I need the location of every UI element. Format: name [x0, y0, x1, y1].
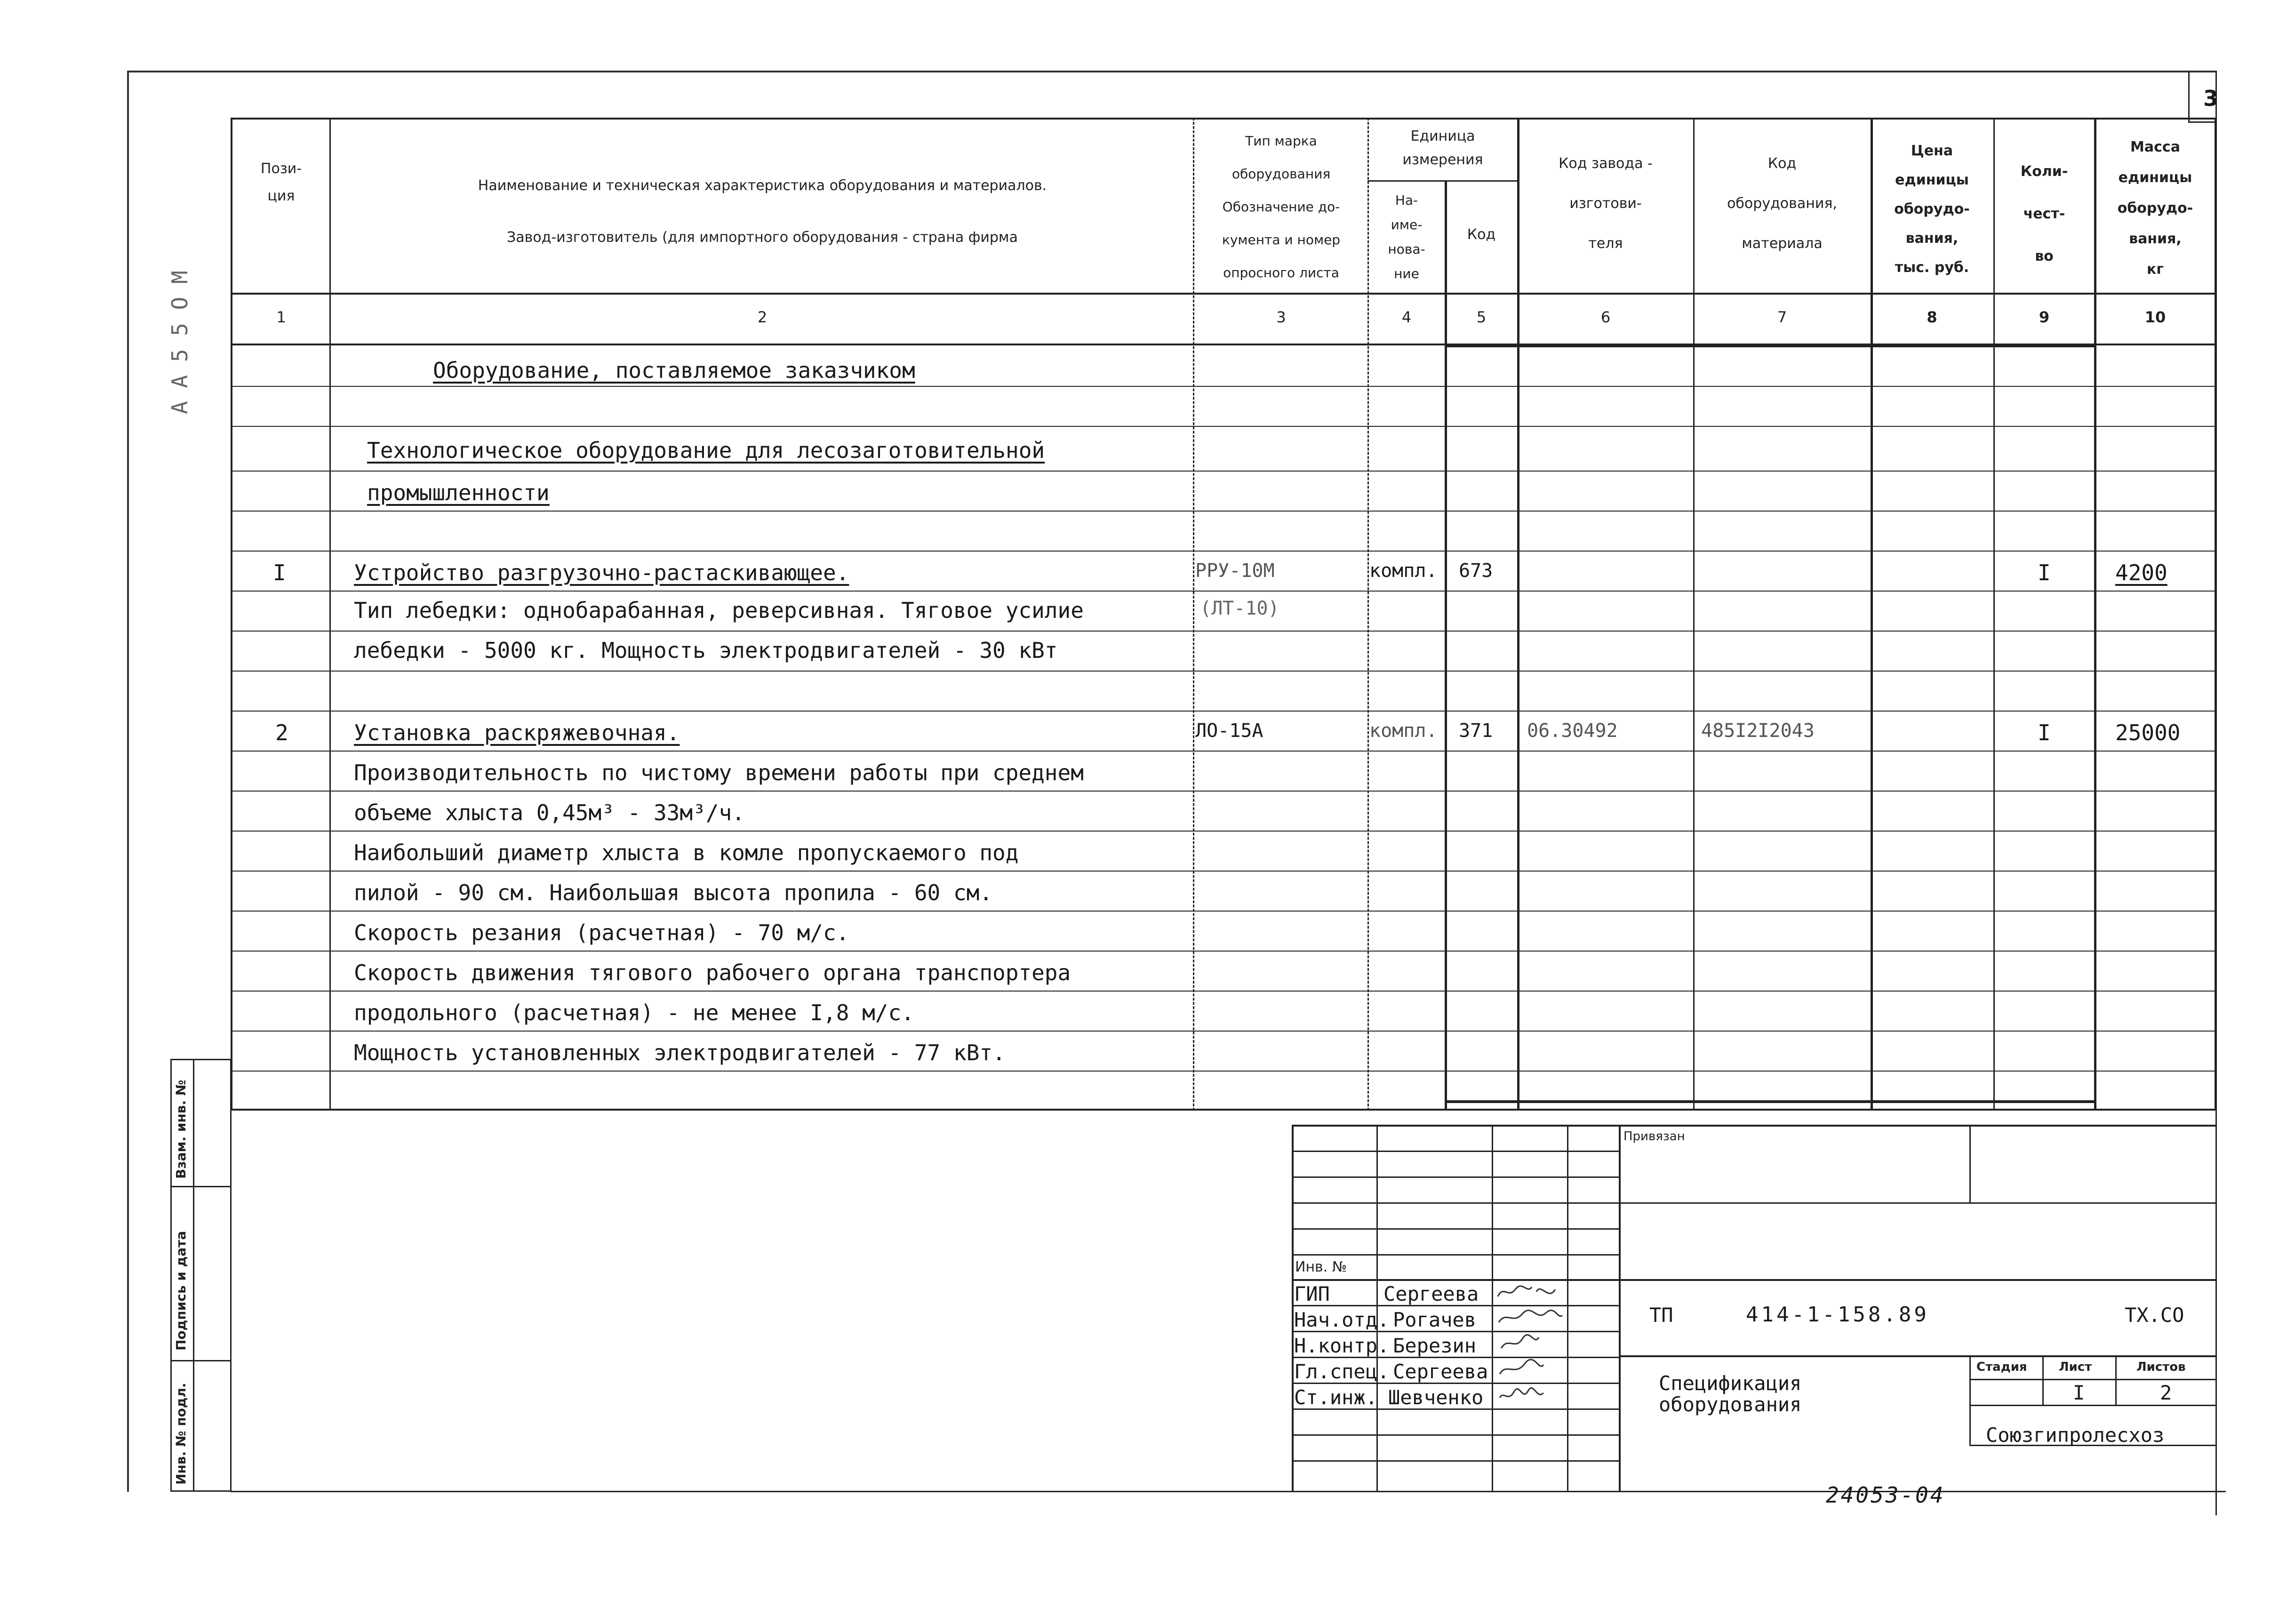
- colnum-2: 2: [757, 308, 768, 326]
- item1-unit: компл.: [1369, 560, 1438, 582]
- row-line: [231, 591, 2216, 592]
- item2-line: объеме хлыста 0,45м³ - 33м³/ч.: [354, 800, 745, 825]
- stage-value-line: [1969, 1405, 2216, 1406]
- item2-name: Установка раскряжевочная.: [354, 720, 680, 745]
- row-line: [231, 1071, 2216, 1072]
- header-divider: [231, 293, 2216, 295]
- side-label-inv: Инв. № подл.: [173, 1383, 189, 1485]
- row-line: [231, 386, 2216, 387]
- doc-title-2: оборудования: [1659, 1393, 1802, 1416]
- item2-line: Скорость движения тягового рабочего органа транспортера: [354, 960, 1071, 985]
- row-line: [231, 1031, 2216, 1032]
- row-line: [231, 471, 2216, 472]
- side-stamp: А А 5 5 О М: [167, 271, 192, 414]
- item2-plant-code: 06.30492: [1527, 720, 1618, 742]
- item2-position: 2: [275, 720, 288, 745]
- org-name: Союзгипролесхоз: [1986, 1424, 2165, 1447]
- header-name: Наименование и техническая характеристика оборудования и материалов. Завод-изготовитель (для импортного оборудования - страна фирма: [478, 177, 1047, 246]
- item1-name: Устройство разгрузочно-растаскивающее.: [354, 560, 849, 585]
- inv-no-label: Инв. №: [1295, 1259, 1347, 1275]
- colnum-3: 3: [1276, 308, 1286, 326]
- item2-unit: компл.: [1369, 720, 1438, 742]
- header-price: Цена единицы оборудо- вания, тыс. руб.: [1894, 143, 1970, 276]
- doc-code: 414-1-158.89: [1746, 1303, 1929, 1327]
- block-bottom: [1445, 1100, 2096, 1103]
- col-line-2: [1193, 118, 1194, 1111]
- stage-col: [2042, 1355, 2044, 1405]
- row-line: [231, 951, 2216, 952]
- header-type: Тип марка оборудования Обозначение до- кумента и номер опросного листа: [1222, 133, 1341, 280]
- signature-spec: [1500, 1360, 1543, 1374]
- stage-label: Стадия: [1976, 1360, 2027, 1374]
- titleblock-top: [1292, 1125, 2216, 1127]
- col-line-6: [1693, 118, 1695, 1111]
- section-tech-equipment-cont: промышленности: [367, 480, 550, 505]
- tb-row-line: [1292, 1151, 1619, 1152]
- role-norm: Н.контр.: [1294, 1334, 1390, 1357]
- side-strip-row: [170, 1186, 232, 1187]
- row-line: [231, 426, 2216, 427]
- colnum-7: 7: [1777, 308, 1787, 326]
- role-gip: ГИП: [1294, 1282, 1330, 1305]
- col-line-3: [1367, 118, 1369, 1111]
- row-line: [231, 831, 2216, 832]
- colnum-9: 9: [2039, 308, 2050, 326]
- row-line: [231, 871, 2216, 872]
- tb-col-line: [1492, 1125, 1493, 1492]
- col-line-1: [329, 118, 331, 1111]
- colnum-4: 4: [1401, 308, 1412, 326]
- row-line: [231, 551, 2216, 552]
- header-qty: Коли- чест- во: [2020, 163, 2068, 264]
- bottom-archive-number: 24053-04: [1826, 1482, 1945, 1508]
- item1-code: 673: [1459, 560, 1493, 582]
- item2-line: пилой - 90 см. Наибольшая высота пропила - 60 см.: [354, 880, 993, 905]
- stage-header-line: [1969, 1379, 2216, 1380]
- colnum-10: 10: [2144, 308, 2166, 326]
- tb-row-line: [1292, 1228, 1619, 1230]
- tb-col-line: [1619, 1125, 1621, 1492]
- tb-row-line: [1292, 1254, 1619, 1256]
- sheet-corner-number: 3: [2203, 86, 2219, 111]
- col-line-8: [1993, 118, 1995, 1111]
- header-unit-code: Код: [1467, 226, 1496, 243]
- sheet-col: [2115, 1355, 2117, 1405]
- side-label-replace: Взам. инв. №: [173, 1080, 189, 1179]
- item2-mass: 25000: [2115, 720, 2181, 745]
- tb-col-line: [1567, 1125, 1568, 1492]
- item1-position: I: [273, 560, 286, 585]
- item2-line: Мощность установленных электродвигателей - 77 кВт.: [354, 1040, 1006, 1065]
- signatures: [1494, 1280, 1567, 1412]
- sheet-label: Лист: [2059, 1360, 2092, 1374]
- doc-suffix: ТХ.СО: [2125, 1304, 2184, 1327]
- side-strip-divider: [193, 1059, 194, 1492]
- name-spec: Сергеева: [1393, 1360, 1488, 1383]
- row-line: [231, 631, 2216, 632]
- row-line: [231, 911, 2216, 912]
- signature-head: [1499, 1311, 1562, 1322]
- name-eng: Шевченко: [1388, 1386, 1484, 1409]
- item1-line3: лебедки - 5000 кг. Мощность электродвигателей - 30 кВт: [354, 638, 1058, 663]
- item1-type: РРУ-10М: [1195, 560, 1275, 582]
- signature-eng: [1500, 1388, 1543, 1398]
- name-head: Рогачев: [1393, 1308, 1477, 1331]
- row-line: [231, 751, 2216, 752]
- item2-qty: I: [2038, 720, 2051, 745]
- item1-line2: Тип лебедки: однобарабанная, реверсивная. Тяговое усилие: [354, 598, 1084, 623]
- header-unit-name: На- име- нова- ние: [1388, 192, 1425, 281]
- role-eng: Ст.инж.: [1294, 1386, 1378, 1409]
- tb-row-line: [1292, 1434, 1619, 1436]
- colnum-6: 6: [1600, 308, 1611, 326]
- side-strip-row: [170, 1360, 232, 1361]
- item2-line: Производительность по чистому времени работы при среднем: [354, 760, 1084, 785]
- row-line: [231, 991, 2216, 992]
- item1-type2: (ЛТ-10): [1200, 598, 1279, 619]
- row-line: [231, 791, 2216, 792]
- block-top: [1445, 344, 2096, 347]
- tb-row-line: [1292, 1279, 1619, 1281]
- col-line-5: [1517, 118, 1519, 1111]
- item1-qty: I: [2038, 560, 2051, 585]
- role-spec: Гл.спец.: [1294, 1360, 1390, 1383]
- signature-norm: [1501, 1335, 1539, 1348]
- row-line: [231, 671, 2216, 672]
- sheets-value: 2: [2160, 1381, 2172, 1404]
- row-line: [231, 511, 2216, 512]
- item2-code: 371: [1459, 720, 1493, 742]
- stage-divider: [1969, 1355, 1971, 1445]
- colnum-1: 1: [276, 308, 286, 326]
- item2-line: Скорость резания (расчетная) - 70 м/с.: [354, 920, 849, 945]
- tb-row-line: [1292, 1460, 1619, 1462]
- privyazan-label: Привязан: [1623, 1129, 1685, 1144]
- header-mass: Масса единицы оборудо- вания, кг: [2117, 139, 2193, 278]
- colnum-8: 8: [1927, 308, 1937, 326]
- privyazan-bottom: [1619, 1202, 2216, 1204]
- sheets-label: Листов: [2136, 1360, 2186, 1374]
- titleblock-left: [1292, 1125, 1294, 1492]
- corner-box-left: [2188, 71, 2190, 122]
- unit-subdivider: [1367, 180, 1517, 182]
- side-label-sign: Подпись и дата: [173, 1231, 189, 1351]
- tb-row-line: [1292, 1202, 1619, 1204]
- header-units: Единица измерения: [1402, 128, 1483, 168]
- role-head: Нач.отд.: [1294, 1308, 1390, 1331]
- item2-equip-code: 485I2I2043: [1701, 720, 1815, 742]
- signature-gip: [1498, 1286, 1555, 1296]
- colnum-5: 5: [1476, 308, 1487, 326]
- item2-line: Наибольший диаметр хлыста в комле пропускаемого под: [354, 840, 1019, 865]
- sheet-value: I: [2073, 1381, 2085, 1404]
- tb-row-line: [1292, 1176, 1619, 1178]
- doc-title-1: Спецификация: [1659, 1372, 1802, 1395]
- code-row-top: [1619, 1279, 2216, 1281]
- section-customer-supplied: Оборудование, поставляемое заказчиком: [433, 358, 915, 383]
- section-tech-equipment: Технологическое оборудование для лесозаготовительной: [367, 438, 1045, 463]
- name-norm: Березин: [1393, 1334, 1477, 1357]
- header-plant-code: Код завода - изготови- теля: [1559, 155, 1653, 252]
- name-gip: Сергеева: [1383, 1282, 1479, 1305]
- row-line: [231, 711, 2216, 712]
- privyazan-divider: [1969, 1125, 1971, 1202]
- header-equip-code: Код оборудования, материала: [1727, 155, 1837, 252]
- doc-code-prefix: ТП: [1649, 1304, 1673, 1327]
- code-row-bottom: [1619, 1355, 2216, 1357]
- item2-line: продольного (расчетная) - не менее I,8 м/с.: [354, 1000, 914, 1025]
- header-position: Пози- ция: [260, 160, 302, 204]
- item1-mass: 4200: [2115, 560, 2167, 585]
- item2-type: ЛО-15А: [1195, 720, 1263, 742]
